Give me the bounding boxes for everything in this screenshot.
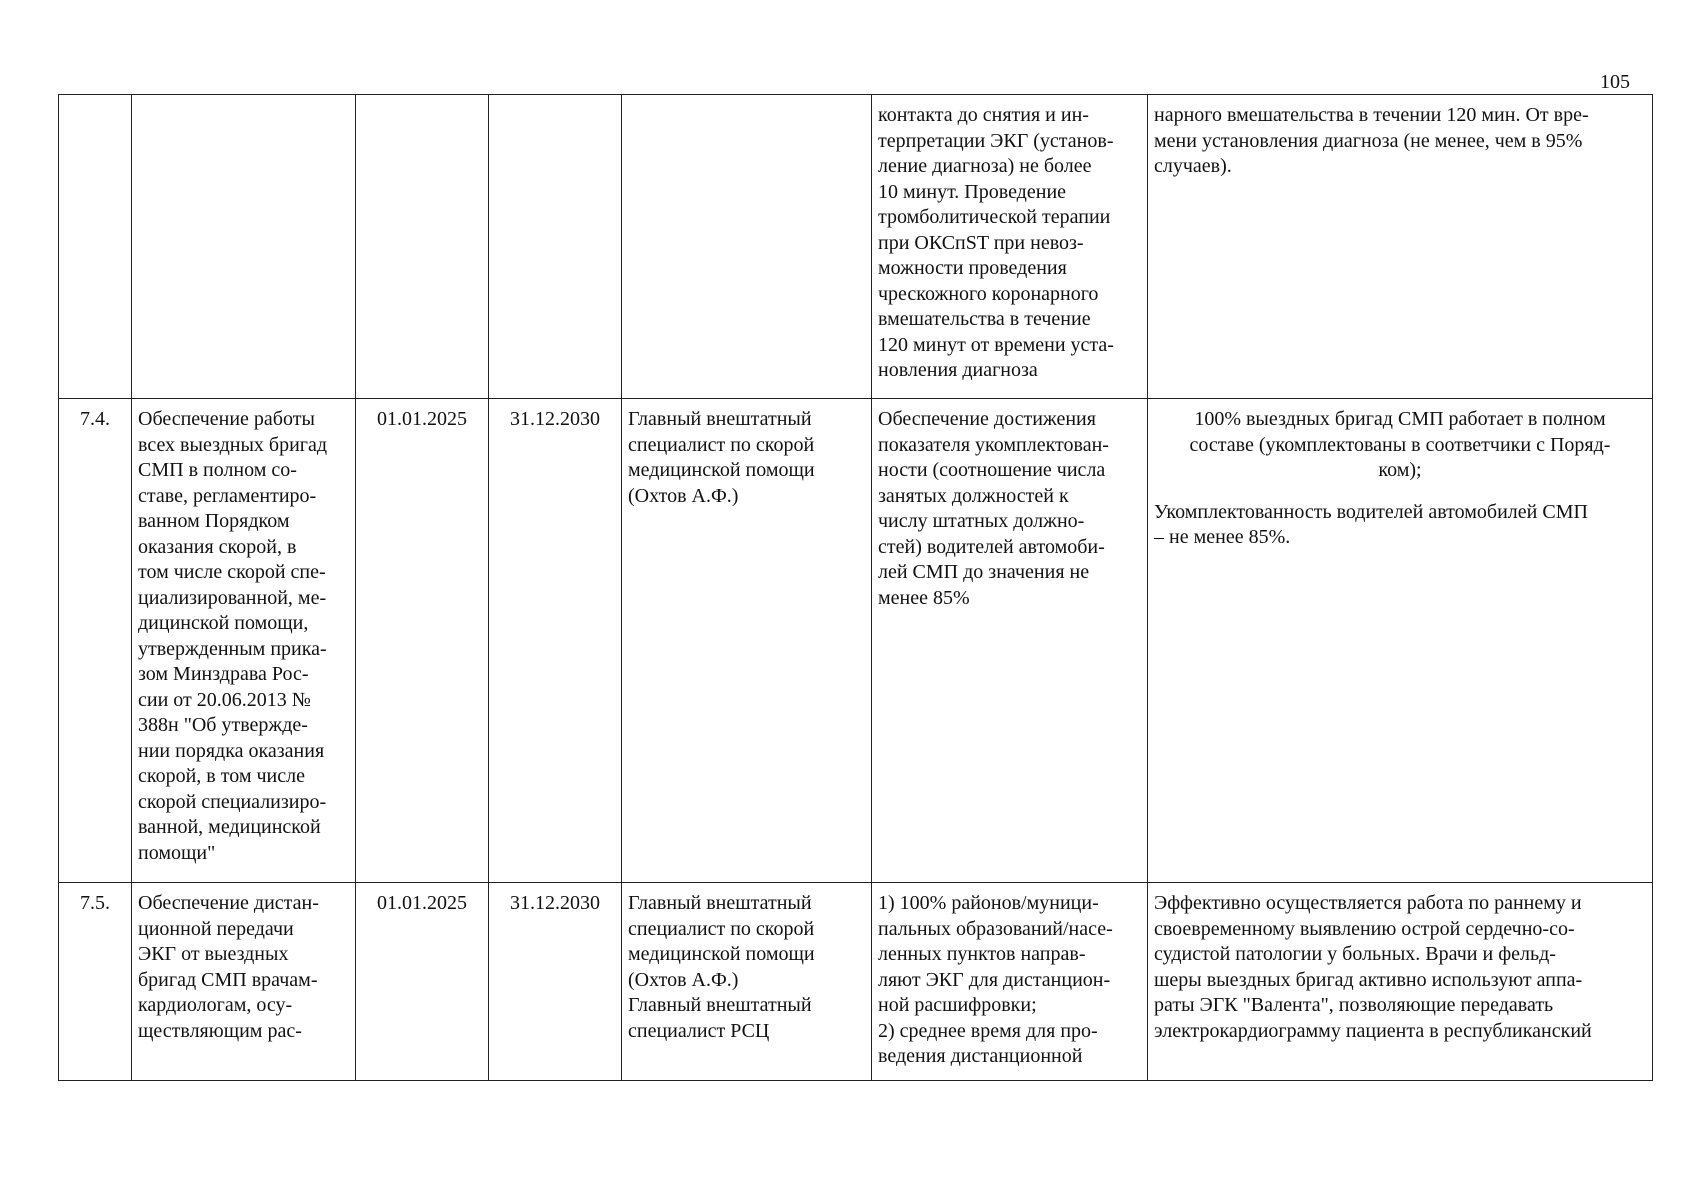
row-number-cell <box>59 399 132 883</box>
text-line: медицинской помощи <box>628 459 815 481</box>
table-row <box>59 399 1653 883</box>
text-line: Главный внештатный <box>628 408 812 430</box>
start-date: 01.01.2025 <box>377 892 467 914</box>
text-line: терпретации ЭКГ (установ- <box>878 129 1114 152</box>
start-date: 01.01.2025 <box>377 408 467 430</box>
text-line: контакта до снятия и ин- <box>878 104 1089 126</box>
result-cell <box>1148 883 1653 1081</box>
text-line: дицинской помощи, <box>138 612 309 634</box>
text-line: утвержденным прика- <box>138 637 327 660</box>
row-number: 7.5. <box>80 892 110 914</box>
text-line: ванной, медицинской <box>138 816 321 838</box>
indicator-cell <box>872 95 1148 399</box>
end-date: 31.12.2030 <box>510 408 600 430</box>
text-line: 2) среднее время для про- <box>878 1019 1098 1042</box>
text-line: нарного вмешательства в течении 120 мин. От вре- <box>1154 104 1589 126</box>
text-line: специалист РСЦ <box>628 1019 770 1042</box>
text-line: всех выездных бригад <box>138 433 328 456</box>
text-line: ление диагноза) не более <box>878 155 1092 177</box>
start-date-cell <box>356 95 489 399</box>
paragraph-gap <box>1154 484 1646 500</box>
text-line: вмешательства в течение <box>878 308 1091 330</box>
text-line: ной расшифровки; <box>878 994 1037 1016</box>
responsible-cell <box>622 883 872 1081</box>
text-line: 10 минут. Проведение <box>878 180 1067 203</box>
text-line: скорой, в том числе <box>138 765 305 787</box>
text-line: ком); <box>1378 459 1422 481</box>
text-line: ности (соотношение числа <box>878 459 1106 481</box>
text-line: Главный внештатный <box>628 994 812 1016</box>
text-line: мени установления диагноза (не менее, чем в 95% <box>1154 129 1583 152</box>
plan-table <box>58 94 1653 1081</box>
text-line: пальных образований/насе- <box>878 917 1113 940</box>
text-line: составе (укомплектованы в соответчики с Поряд- <box>1189 433 1611 456</box>
text-line: ванном Порядком <box>138 510 290 532</box>
text-line: числу штатных должно- <box>878 510 1085 532</box>
text-line: занятых должностей к <box>878 484 1069 507</box>
text-line: Обеспечение работы <box>138 408 315 430</box>
action-cell <box>132 95 356 399</box>
table-row <box>59 883 1653 1081</box>
text-line: Главный внештатный <box>628 892 812 914</box>
responsible-cell <box>622 399 872 883</box>
text-line: ведения дистанционной <box>878 1045 1083 1067</box>
start-date-cell <box>356 399 489 883</box>
text-line: случаев). <box>1154 155 1232 177</box>
action-cell <box>132 883 356 1081</box>
text-line: зом Минздрава Рос- <box>138 663 309 685</box>
text-line: 100% выездных бригад СМП работает в полном <box>1194 408 1606 430</box>
text-line: Эффективно осуществляется работа по раннему и <box>1154 892 1582 914</box>
text-line: циализированной, ме- <box>138 586 327 609</box>
text-line: оказания скорой, в <box>138 535 297 558</box>
text-line: Обеспечение дистан- <box>138 892 319 914</box>
text-line: специалист по скорой <box>628 917 815 940</box>
text-line: шеры выездных бригад активно используют аппа- <box>1154 968 1583 991</box>
text-line: 1) 100% районов/муници- <box>878 892 1099 914</box>
text-line: можности проведения <box>878 257 1067 279</box>
row-number: 7.4. <box>80 408 110 430</box>
end-date: 31.12.2030 <box>510 892 600 914</box>
text-line: ЭКГ от выездных <box>138 943 289 965</box>
text-line: стей) водителей автомоби- <box>878 535 1105 558</box>
text-line: (Охтов А.Ф.) <box>628 968 739 991</box>
text-line: нии порядка оказания <box>138 739 325 762</box>
row-number-cell <box>59 883 132 1081</box>
text-line: своевременному выявлению острой сердечно-со- <box>1154 917 1575 940</box>
text-line: медицинской помощи <box>628 943 815 965</box>
text-line: помощи" <box>138 841 216 864</box>
text-line: электрокардиограмму пациента в республиканский <box>1154 1019 1592 1042</box>
text-line: тромболитической терапии <box>878 206 1111 228</box>
indicator-cell <box>872 883 1148 1081</box>
text-line: – не менее 85%. <box>1154 526 1291 548</box>
action-cell <box>132 399 356 883</box>
text-line: 388н "Об утвержде- <box>138 714 308 736</box>
end-date-cell <box>489 399 622 883</box>
table-row <box>59 95 1653 399</box>
text-line: том числе скорой спе- <box>138 561 326 583</box>
text-line: сии от 20.06.2013 № <box>138 688 311 711</box>
text-line: новления диагноза <box>878 359 1038 381</box>
responsible-cell <box>622 95 872 399</box>
result-cell <box>1148 95 1653 399</box>
text-line: ционной передачи <box>138 917 294 940</box>
text-line: показателя укомплектован- <box>878 433 1109 456</box>
text-line: при ОКСпST при невоз- <box>878 231 1084 254</box>
text-line: Обеспечение достижения <box>878 408 1096 430</box>
text-line: (Охтов А.Ф.) <box>628 484 739 507</box>
text-line: скорой специализиро- <box>138 790 327 813</box>
text-line: бригад СМП врачам- <box>138 968 318 991</box>
text-line: кардиологам, осу- <box>138 994 293 1016</box>
text-line: ществляющим рас- <box>138 1019 302 1042</box>
text-line: судистой патологии у больных. Врачи и фельд- <box>1154 943 1556 965</box>
end-date-cell <box>489 95 622 399</box>
text-line: ставе, регламентиро- <box>138 484 317 507</box>
end-date-cell <box>489 883 622 1081</box>
text-line: лей СМП до значения не <box>878 561 1090 583</box>
result-cell <box>1148 399 1653 883</box>
text-line: СМП в полном со- <box>138 459 297 481</box>
row-number-cell <box>59 95 132 399</box>
start-date-cell <box>356 883 489 1081</box>
text-line: специалист по скорой <box>628 433 815 456</box>
indicator-cell <box>872 399 1148 883</box>
text-line: ленных пунктов направ- <box>878 943 1086 965</box>
text-line: чрескожного коронарного <box>878 282 1099 305</box>
page-number: 105 <box>1600 71 1630 93</box>
text-line: Укомплектованность водителей автомобилей СМП <box>1154 500 1588 523</box>
text-line: менее 85% <box>878 586 970 609</box>
text-line: 120 минут от времени уста- <box>878 333 1114 356</box>
text-line: ляют ЭКГ для дистанцион- <box>878 968 1111 991</box>
text-line: раты ЭГК "Валента", позволяющие передавать <box>1154 994 1554 1016</box>
